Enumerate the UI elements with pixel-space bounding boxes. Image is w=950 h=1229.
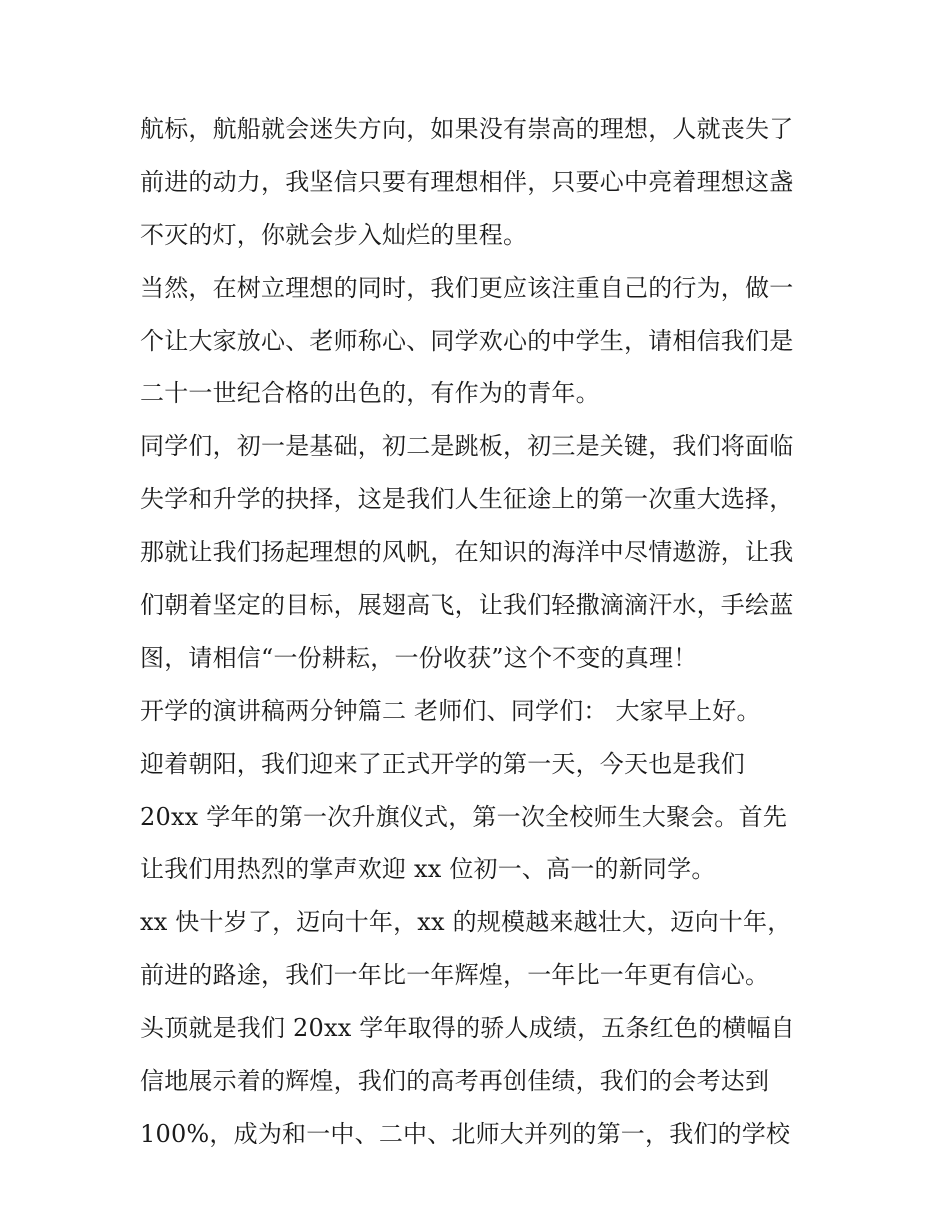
text-line: 失学和升学的抉择，这是我们人生征途上的第一次重大选择， [140, 485, 794, 514]
text-line: 20xx 学年的第一次升旗仪式，第一次全校师生大聚会。首先 [140, 802, 788, 831]
text-line: 图，请相信“一份耕耘，一份收获”这个不变的真理！ [140, 643, 698, 672]
text-line: 100%，成为和一中、二中、北师大并列的第一，我们的学校 [140, 1119, 791, 1148]
text-line: 个让大家放心、老师称心、同学欢心的中学生，请相信我们是 [140, 326, 794, 355]
text-line: 航标，航船就会迷失方向，如果没有崇高的理想，人就丧失了 [140, 115, 794, 143]
text-line: 迎着朝阳，我们迎来了正式开学的第一天，今天也是我们 [140, 749, 745, 778]
text-line: xx 快十岁了，迈向十年，xx 的规模越来越壮大，迈向十年， [140, 908, 792, 937]
text-line: 当然，在树立理想的同时，我们更应该注重自己的行为，做一 [140, 273, 794, 302]
text-line: 前进的路途，我们一年比一年辉煌，一年比一年更有信心。 [140, 961, 770, 990]
text-line: 头顶就是我们 20xx 学年取得的骄人成绩，五条红色的横幅自 [140, 1014, 795, 1043]
text-line: 让我们用热烈的掌声欢迎 xx 位初一、高一的新同学。 [140, 855, 716, 884]
text-line: 开学的演讲稿两分钟篇二 老师们、同学们： 大家早上好。 [140, 696, 761, 725]
text-line: 同学们，初一是基础，初二是跳板，初三是关键，我们将面临 [140, 432, 794, 461]
text-line: 不灭的灯，你就会步入灿烂的里程。 [140, 220, 528, 249]
text-line: 二十一世纪合格的出色的，有作为的青年。 [140, 379, 600, 408]
text-line: 信地展示着的辉煌，我们的高考再创佳绩，我们的会考达到 [140, 1067, 770, 1096]
text-line: 前进的动力，我坚信只要有理想相伴，只要心中亮着理想这盏 [140, 167, 794, 196]
body-text [140, 103, 820, 1161]
text-line: 那就让我们扬起理想的风帆，在知识的海洋中尽情遨游，让我 [140, 538, 794, 567]
text-line: 们朝着坚定的目标，展翅高飞，让我们轻撒滴滴汗水，手绘蓝 [140, 591, 794, 620]
